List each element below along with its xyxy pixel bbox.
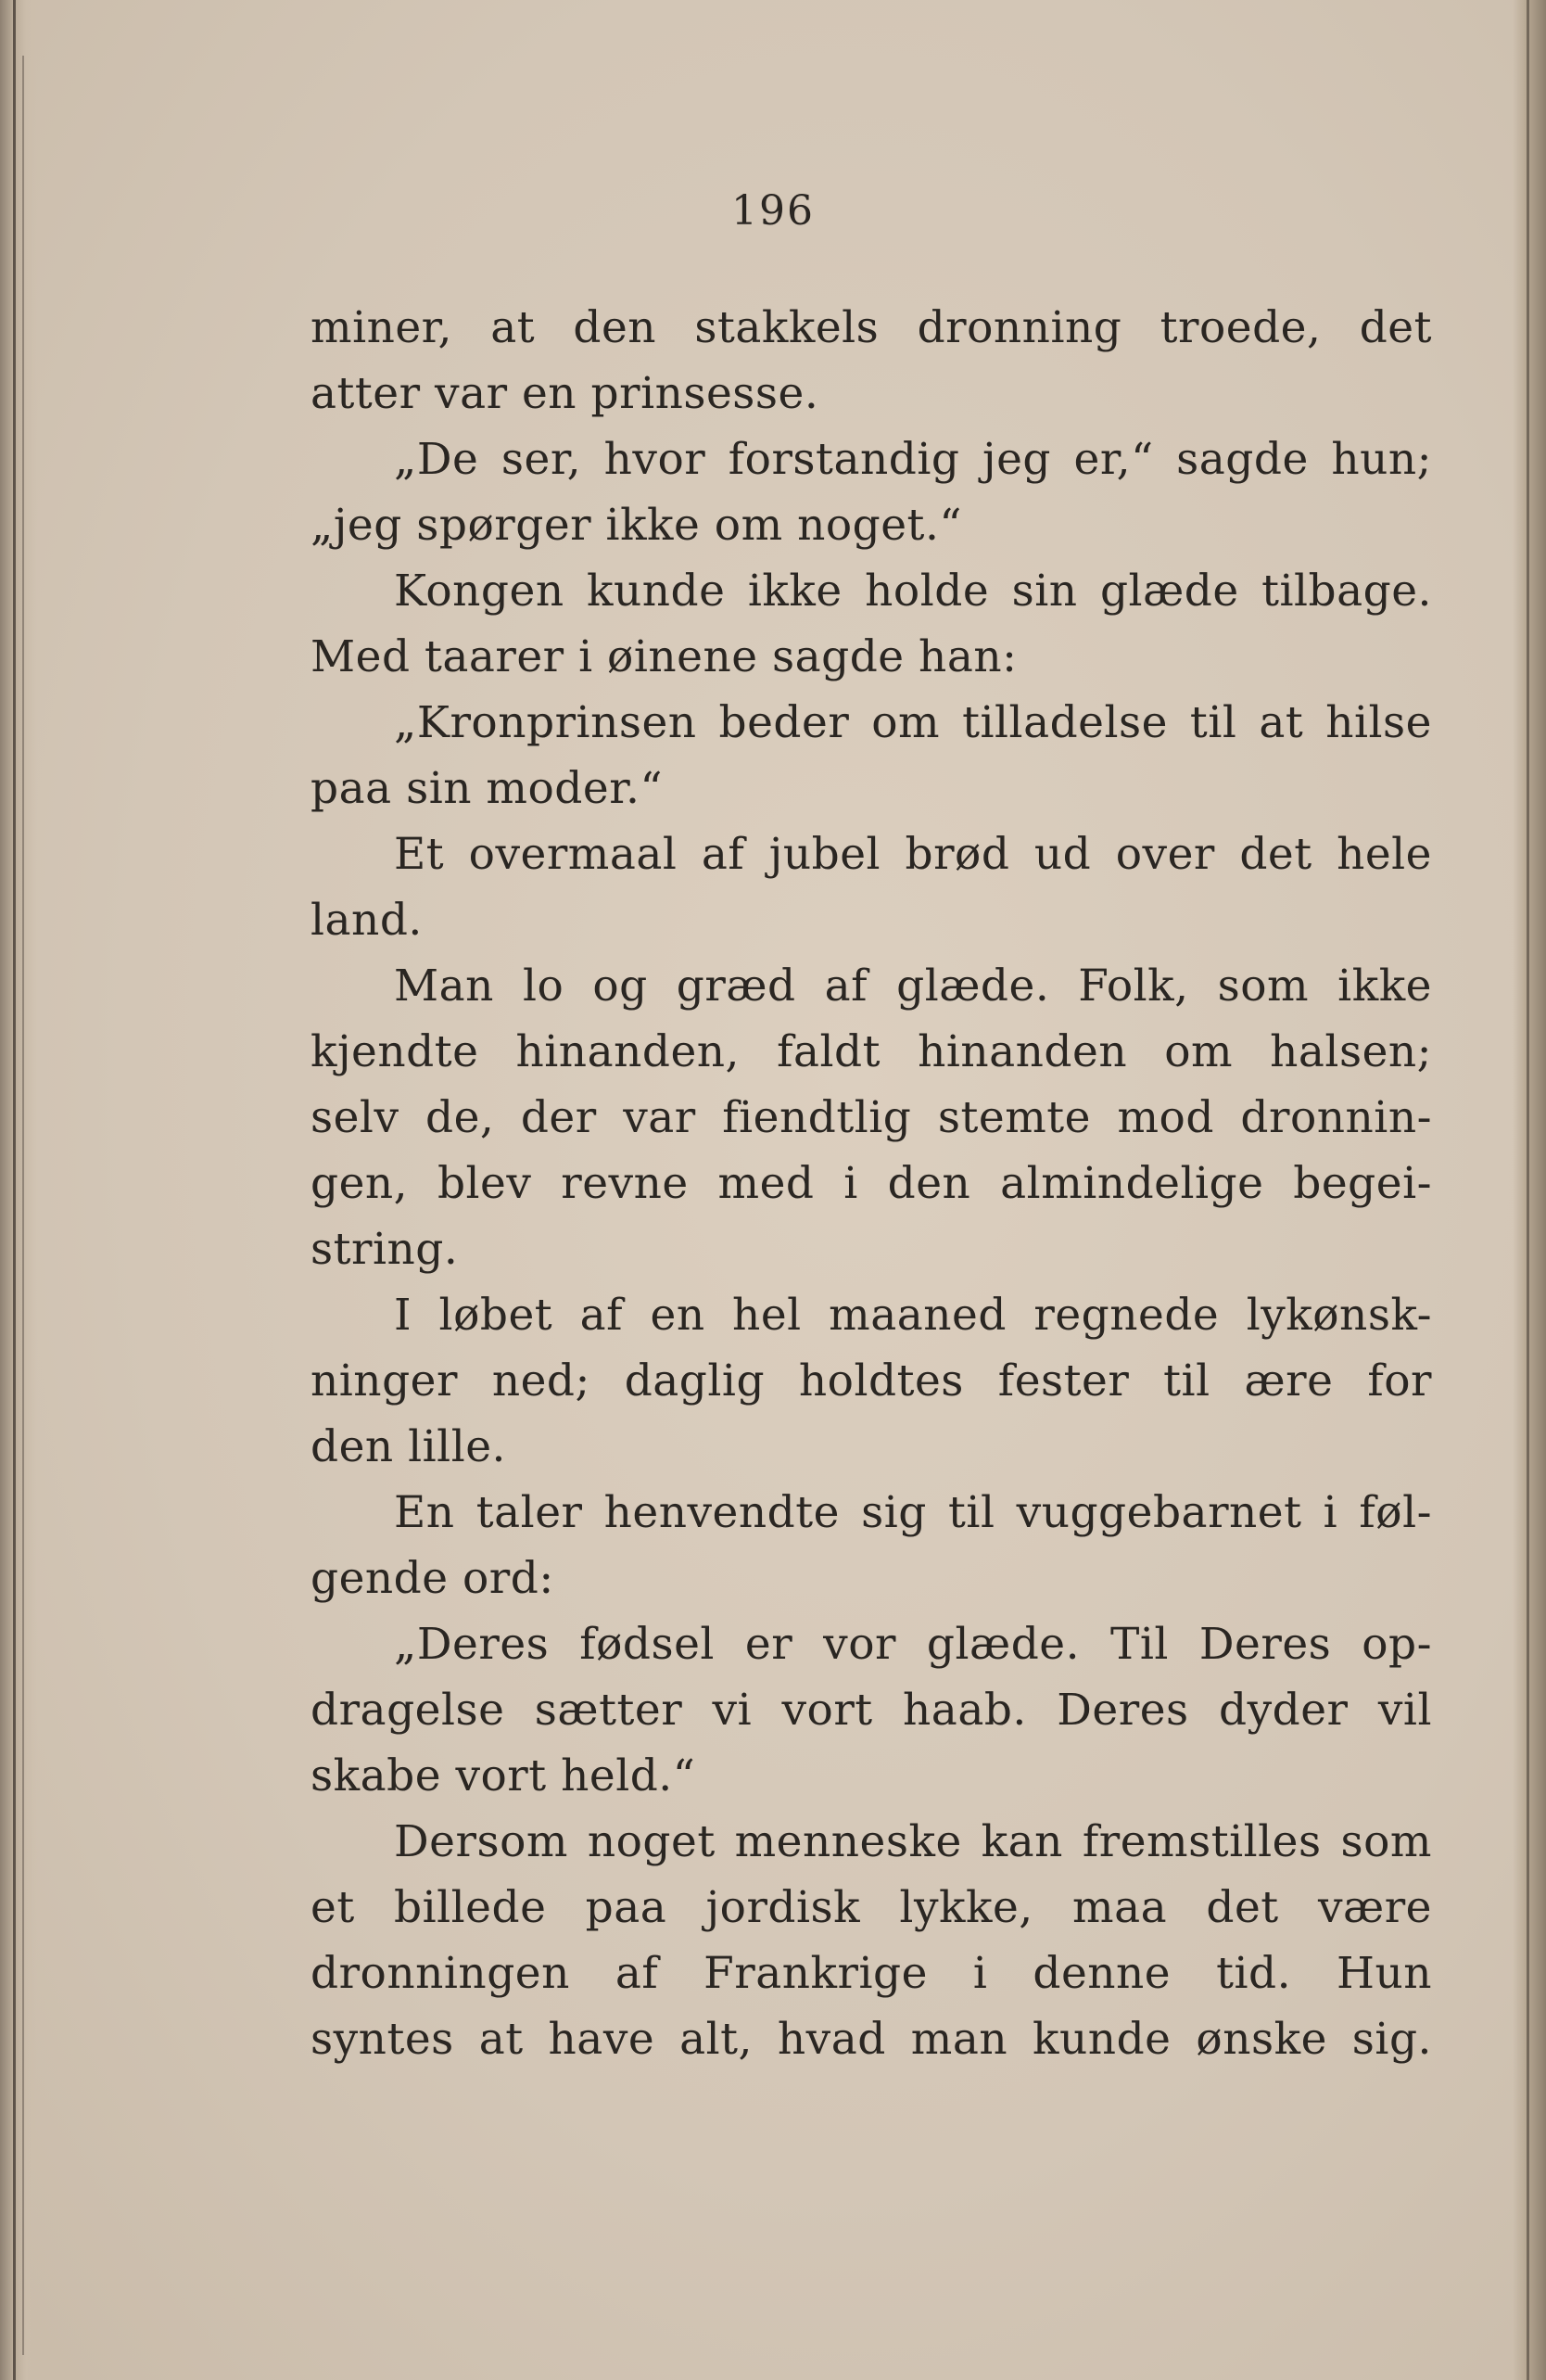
text-line: Dersom noget menneske kan fremstilles som (394, 1816, 1432, 1867)
text-line: gende ord: (310, 1553, 554, 1604)
text-line: Med taarer i øinene sagde han: (310, 631, 1018, 682)
text-line: selv de, der var fiendtlig stemte mod dronnin- (310, 1092, 1432, 1143)
text-line: dronningen af Frankrige i denne tid. Hun (310, 1948, 1432, 1999)
text-line: Kongen kunde ikke holde sin glæde tilbage. (394, 566, 1432, 617)
text-line: Man lo og græd af glæde. Folk, som ikke (394, 961, 1432, 1012)
text-line: Et overmaal af jubel brød ud over det hele (394, 829, 1432, 880)
text-line: den lille. (310, 1421, 506, 1472)
text-line: I løbet af en hel maaned regnede lykønsk- (394, 1290, 1432, 1341)
text-line: et billede paa jordisk lykke, maa det være (310, 1882, 1432, 1933)
text-line: atter var en prinsesse. (310, 368, 819, 419)
text-line: land. (310, 895, 423, 946)
page-edge-shadow (1513, 0, 1546, 2380)
page-number: 196 (731, 187, 815, 235)
text-line: string. (310, 1224, 459, 1275)
text-line: kjendte hinanden, faldt hinanden om halsen; (310, 1026, 1432, 1077)
text-line: gen, blev revne med i den almindelige begei- (310, 1158, 1432, 1209)
page-binding-shadow (0, 0, 37, 2380)
text-line: „De ser, hvor forstandig jeg er,“ sagde hun; (394, 434, 1432, 485)
text-line: ninger ned; daglig holdtes fester til ære for (310, 1355, 1432, 1406)
body-text (310, 295, 1432, 2072)
binding-edge-line-inner (22, 56, 24, 2355)
page-edge-line (1527, 0, 1529, 2380)
text-line: En taler henvendte sig til vuggebarnet i føl- (394, 1487, 1432, 1538)
binding-edge-line (13, 0, 16, 2380)
text-line: „jeg spørger ikke om noget.“ (310, 500, 962, 551)
text-line: skabe vort held.“ (310, 1750, 696, 1801)
text-line: dragelse sætter vi vort haab. Deres dyder vil (310, 1685, 1432, 1736)
text-line: paa sin moder.“ (310, 763, 663, 814)
text-line: miner, at den stakkels dronning troede, det (310, 302, 1432, 353)
text-line: „Kronprinsen beder om tilladelse til at hilse (394, 697, 1432, 748)
text-line: „Deres fødsel er vor glæde. Til Deres op- (394, 1619, 1432, 1670)
text-line: syntes at have alt, hvad man kunde ønske sig. (310, 2014, 1432, 2065)
